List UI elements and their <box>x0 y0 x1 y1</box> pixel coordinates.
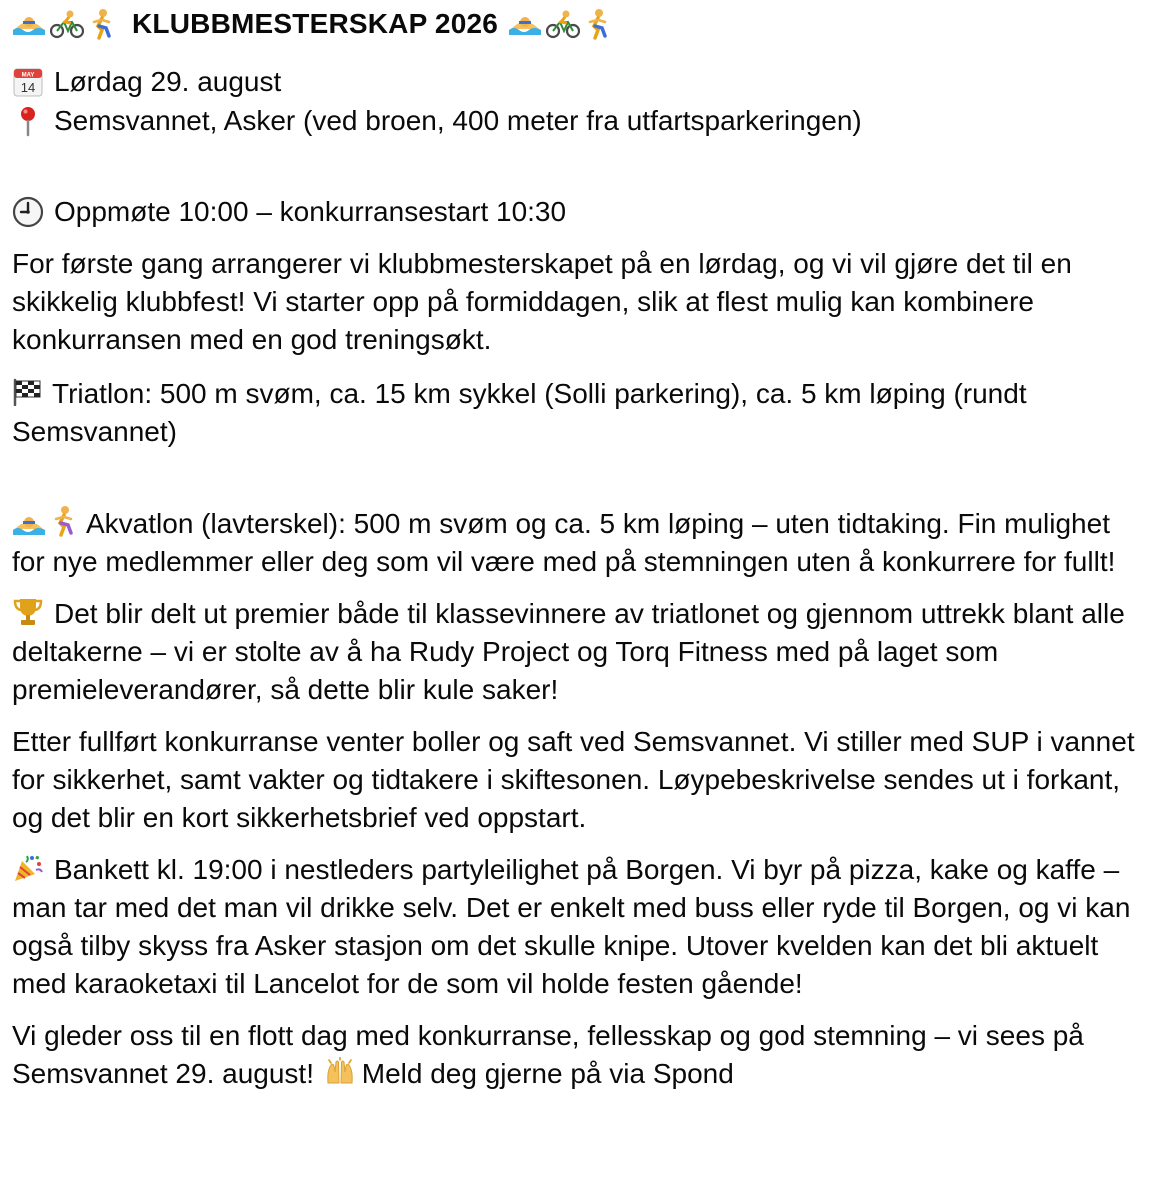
triathlon-paragraph <box>12 375 1142 451</box>
signup-text: Meld deg gjerne på via Spond <box>361 1058 734 1089</box>
calendar-icon <box>12 66 44 98</box>
pin-icon <box>12 105 44 137</box>
time-line <box>12 192 1142 231</box>
runner-icon <box>88 8 114 40</box>
aquathlon-text: Akvatlon (lavterskel): 500 m svøm og ca. 5 km løping – uten tidtaking. Fin mulighet for nye medlemmer eller deg som vil være med på stemningen uten å konkurrere for fullt! <box>12 508 1116 577</box>
cyclist-icon <box>546 9 580 39</box>
banquet-text: Bankett kl. 19:00 i nestleders partyleilighet på Borgen. Vi byr på pizza, kake og kaffe – man tar med det man vil drikke selv. Det er enkelt med buss eller ryde til Borgen, og vi kan også tilby skyss fra Asker stasjon om det skulle knipe. Utover kvelden kan det bli aktuelt med karaoketaxi til Lancelot for de som vil holde festen gående! <box>12 854 1131 999</box>
cyclist-icon <box>50 9 84 39</box>
swimmer-icon <box>12 511 46 537</box>
checkered-flag-icon <box>12 378 44 406</box>
calendar-month: MAY <box>21 72 35 78</box>
calendar-day: 14 <box>20 79 36 95</box>
banquet-paragraph <box>12 851 1142 1003</box>
runner-icon <box>50 505 76 537</box>
runner-icon <box>584 8 610 40</box>
prizes-text: Det blir delt ut premier både til klassevinnere av triatlonet og gjennom uttrekk blant alle deltakerne – vi er stolte av å ha Rudy Project og Torq Fitness med på laget som premieleverandører, så dette blir kule saker! <box>12 598 1125 705</box>
after-race-paragraph: Etter fullført konkurranse venter boller og saft ved Semsvannet. Vi stiller med SUP i vannet for sikkerhet, samt vakter og tidtakere i skiftesonen. Løypebeskrivelse sendes ut i forkant, og det blir en kort sikkerhetsbrief ved oppstart. <box>12 726 1135 833</box>
trophy-icon <box>12 597 44 627</box>
swimmer-icon <box>12 11 46 37</box>
prizes-paragraph <box>12 595 1142 709</box>
location-line <box>12 101 1142 140</box>
swimmer-icon <box>508 11 542 37</box>
closing-text: Vi gleder oss til en flott dag med konkurranse, fellesskap og god stemning – vi sees på Semsvannet 29. august! <box>12 1020 1084 1089</box>
closing-paragraph <box>12 1017 1142 1093</box>
intro-paragraph: For første gang arrangerer vi klubbmesterskapet på en lørdag, og vi vil gjøre det til en skikkelig klubbfest! Vi starter opp på formiddagen, slik at flest mulig kan kombinere konkurransen med en god treningsøkt. <box>12 248 1072 355</box>
event-date: Lørdag 29. august <box>54 66 282 97</box>
event-time: Oppmøte 10:00 – konkurransestart 10:30 <box>54 196 567 227</box>
clock-icon <box>12 196 44 228</box>
post-title-row <box>12 6 1142 42</box>
triathlon-text: Triatlon: 500 m svøm, ca. 15 km sykkel (Solli parkering), ca. 5 km løping (rundt Semsvannet) <box>12 378 1027 447</box>
raised-hands-icon <box>324 1057 356 1087</box>
party-popper-icon <box>12 853 44 883</box>
date-line <box>12 62 1142 101</box>
post-title: KLUBBMESTERSKAP 2026 <box>132 8 499 39</box>
event-location: Semsvannet, Asker (ved broen, 400 meter fra utfartsparkeringen) <box>54 105 862 136</box>
aquathlon-paragraph <box>12 505 1142 581</box>
